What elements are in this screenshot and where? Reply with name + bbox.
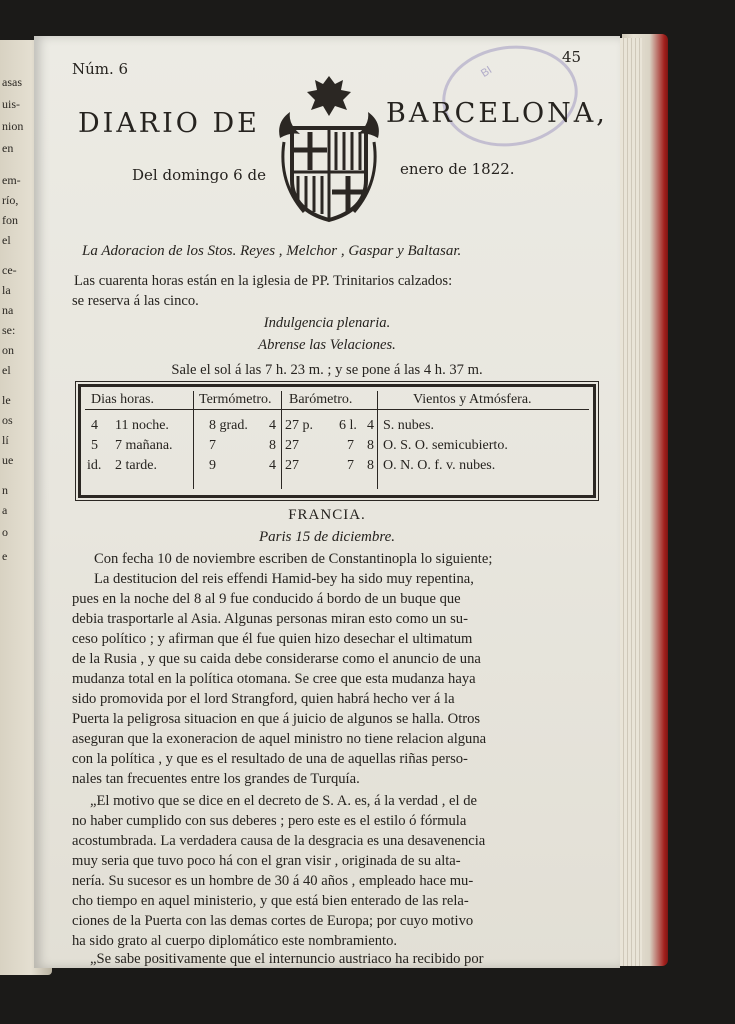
article-line: ciones de la Puerta con las demas cortes de Europa; por cuyo motivo xyxy=(72,913,474,929)
fragment: n xyxy=(2,483,8,497)
library-stamp: BI xyxy=(436,37,585,155)
coat-of-arms-icon xyxy=(270,72,388,228)
cell-hour: 7 mañana. xyxy=(115,438,173,453)
article-line: de la Rusia , y que su caida debe considerarse como el anuncio de una xyxy=(72,651,481,667)
cell-hour: 11 noche. xyxy=(115,418,169,433)
hours-line-1: Las cuarenta horas están en la iglesia de PP. Trinitarios calzados: xyxy=(74,273,453,289)
date-suffix: enero de 1822. xyxy=(400,160,515,178)
fragment: le xyxy=(2,393,11,407)
cell-thermo: 8 grad. xyxy=(209,418,248,433)
cell-day: 5 xyxy=(91,438,98,453)
cell-baro-frac: 8 xyxy=(367,438,374,453)
article-dateline: Paris 15 de diciembre. xyxy=(258,529,396,545)
article-line: no haber cumplido con sus deberes ; pero este es el estilo ó fórmula xyxy=(72,813,467,829)
article-line: ceso político ; y afirman que él fue quien hizo desechar el ultimatum xyxy=(72,631,473,647)
fragment: o xyxy=(2,525,8,539)
fragment: asas xyxy=(2,75,22,89)
header-days: Dias horas. xyxy=(91,392,154,407)
cell-thermo: 9 xyxy=(209,458,216,473)
weather-header-row xyxy=(81,391,593,408)
cell-thermo-frac: 4 xyxy=(269,418,276,433)
cell-baro: 27 p. xyxy=(285,418,313,433)
cell-thermo: 7 xyxy=(209,438,216,453)
article-line: mudanza total en la política otomana. Se cree que esta mudanza haya xyxy=(72,671,476,687)
fragment: el xyxy=(2,233,11,247)
page-number: 45 xyxy=(562,48,582,66)
cell-baro: 27 xyxy=(285,458,299,473)
article-line: La destitucion del reis effendi Hamid-bey ha sido muy repentina, xyxy=(94,571,474,587)
cell-baro: 27 xyxy=(285,438,299,453)
cell-baro-frac: 8 xyxy=(367,458,374,473)
weather-row xyxy=(81,437,593,454)
weather-table xyxy=(78,384,596,498)
cell-thermo-frac: 8 xyxy=(269,438,276,453)
sun-times-line: Sale el sol á las 7 h. 23 m. ; y se pone á las 4 h. 37 m. xyxy=(171,362,483,378)
article-line: nería. Su sucesor es un hombre de 30 á 40 años , empleado hace mu- xyxy=(72,873,474,889)
article-line: sido promovida por el lord Strangford, quien habrá hecho ver á la xyxy=(72,691,455,707)
article-line: Puerta la peligrosa situacion en que á juicio de algunos se halla. Otros xyxy=(72,711,481,727)
feast-line: La Adoracion de los Stos. Reyes , Melchor , Gaspar y Baltasar. xyxy=(82,243,462,259)
weather-row xyxy=(81,417,593,434)
weather-row xyxy=(81,457,593,474)
fragment: lí xyxy=(2,433,9,447)
hours-line-2: se reserva á las cinco. xyxy=(72,293,199,309)
fragment: em- xyxy=(2,173,21,187)
fragment: on xyxy=(2,343,14,357)
newspaper-page xyxy=(34,36,620,968)
article-line: debia trasportarle al Asia. Algunas personas miran esto como un su- xyxy=(72,611,468,627)
article-line: „El motivo que se dice en el decreto de S. A. es, á la verdad , el de xyxy=(90,793,477,809)
fragment: nion xyxy=(2,119,24,133)
cell-wind: O. N. O. f. v. nubes. xyxy=(383,458,496,473)
fragment: e xyxy=(2,549,8,563)
cell-day: id. xyxy=(87,458,102,473)
article-line: Con fecha 10 de noviembre escriben de Constantinopla lo siguiente; xyxy=(94,551,493,567)
fragment: os xyxy=(2,413,13,427)
article-line: acostumbrada. La verdadera causa de la desgracia es una desavenencia xyxy=(72,833,486,849)
velaciones-line: Abrense las Velaciones. xyxy=(258,337,396,353)
article-line: „Se sabe positivamente que el internuncio austriaco ha recibido por xyxy=(90,951,484,967)
fragment: a xyxy=(2,503,8,517)
article-line: cho tiempo en aquel ministerio, y que está bien enterado de las rela- xyxy=(72,893,469,909)
indulgence-line: Indulgencia plenaria. xyxy=(263,315,391,331)
article-line: muy seria que tuvo poco há con el gran visir , originada de su alta- xyxy=(72,853,461,869)
cell-wind: S. nubes. xyxy=(383,418,434,433)
section-heading: FRANCIA. xyxy=(288,507,366,523)
fragment: ue xyxy=(2,453,14,467)
header-barometer: Barómetro. xyxy=(289,392,353,407)
fragment: uis- xyxy=(2,97,20,111)
article-line: con la política , y que es el resultado de una de aquellas riñas perso- xyxy=(72,751,468,767)
article-line: aseguran que la exoneracion de aquel ministro no tiene relacion alguna xyxy=(72,731,487,747)
cell-baro-lines: 7 xyxy=(347,458,354,473)
fragment: la xyxy=(2,283,11,297)
date-prefix: Del domingo 6 de xyxy=(132,166,266,184)
cell-wind: O. S. O. semicubierto. xyxy=(383,438,508,453)
header-winds: Vientos y Atmósfera. xyxy=(413,392,532,407)
cell-baro-lines: 6 l. xyxy=(339,418,357,433)
fragment: el xyxy=(2,363,11,377)
article-line: pues en la noche del 8 al 9 fue conducido á bordo de un buque que xyxy=(72,591,461,607)
fragment: ce- xyxy=(2,263,17,277)
cell-day: 4 xyxy=(91,418,98,433)
article-line: nales tan frecuentes entre los grandes de Turquía. xyxy=(72,771,360,787)
cell-baro-lines: 7 xyxy=(347,438,354,453)
fragment: en xyxy=(2,141,14,155)
masthead-title-right: BARCELONA, xyxy=(386,98,608,129)
fragment: fon xyxy=(2,213,18,227)
cell-hour: 2 tarde. xyxy=(115,458,157,473)
masthead-title-left: DIARIO DE xyxy=(78,108,260,139)
header-thermometer: Termómetro. xyxy=(199,392,272,407)
issue-number: Núm. 6 xyxy=(72,60,129,78)
article-line: ha sido grato al cuerpo diplomático este nombramiento. xyxy=(72,933,398,949)
cell-baro-frac: 4 xyxy=(367,418,374,433)
fragment: río, xyxy=(2,193,19,207)
header-divider xyxy=(85,409,589,410)
fragment: na xyxy=(2,303,14,317)
fragment: se: xyxy=(2,323,16,337)
cell-thermo-frac: 4 xyxy=(269,458,276,473)
